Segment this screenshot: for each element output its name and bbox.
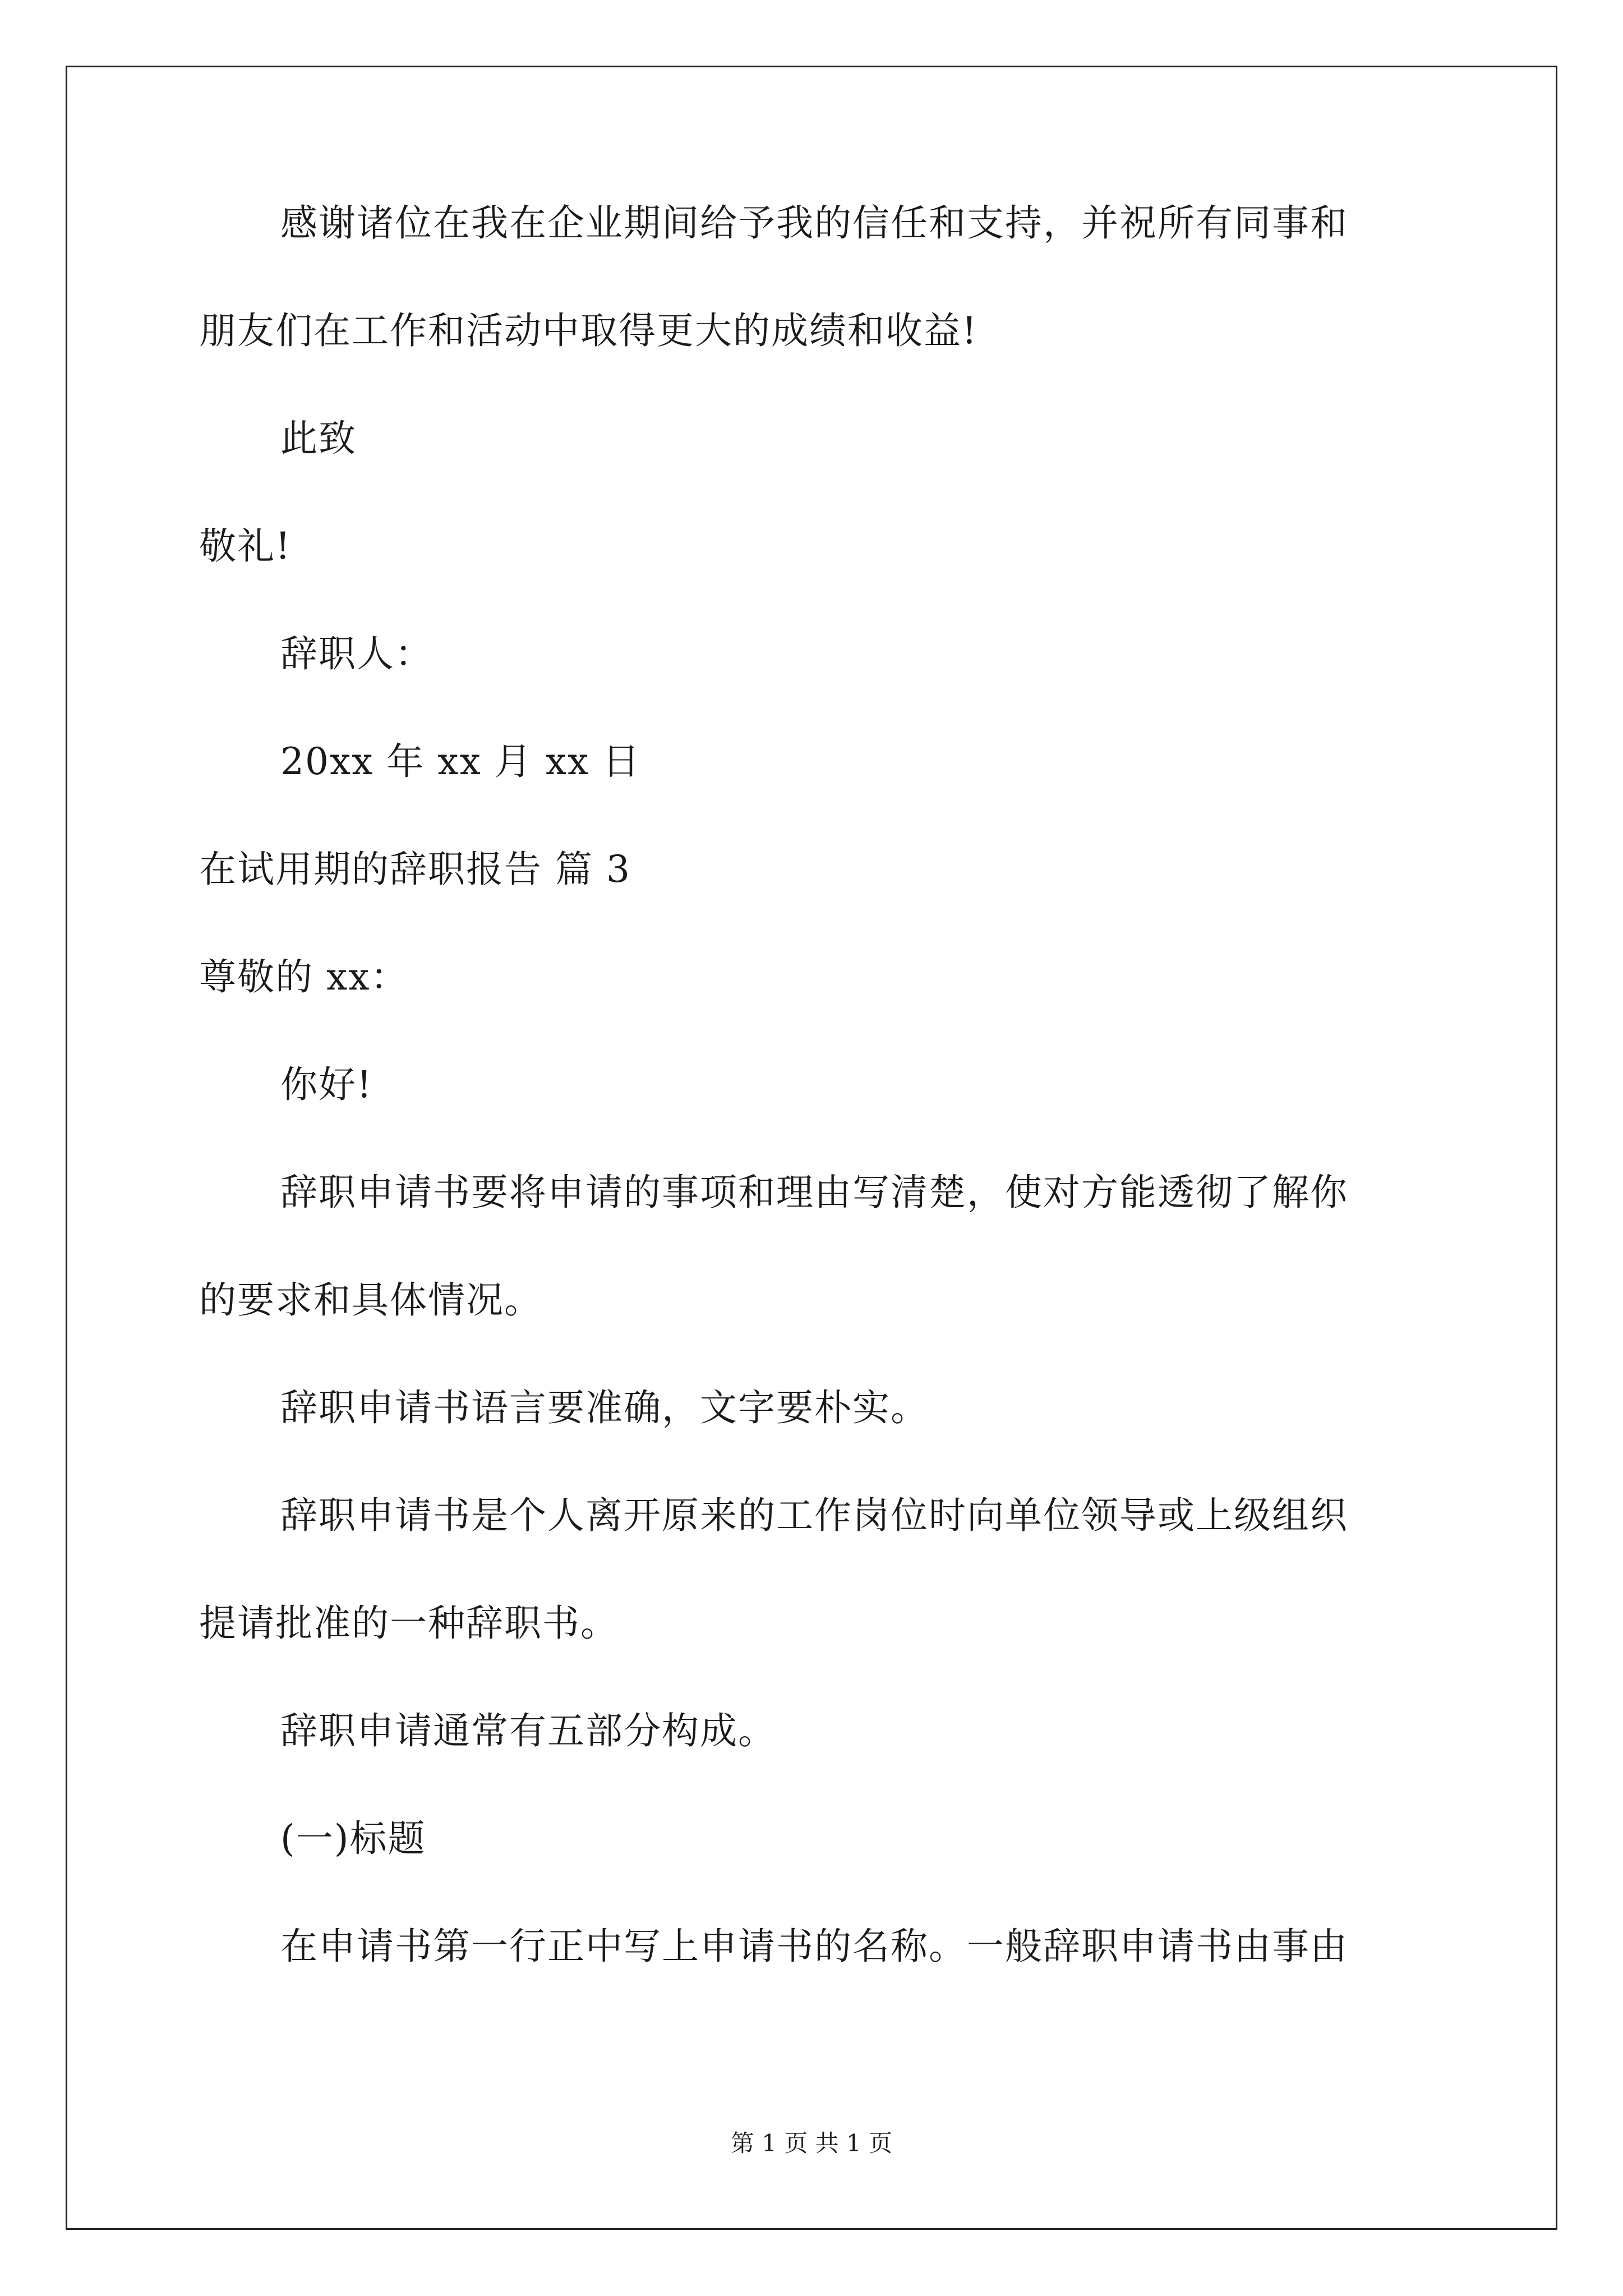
paragraph-line: 提请批准的一种辞职书。 xyxy=(199,1602,619,1645)
paragraph-line: 感谢诸位在我在企业期间给予我的信任和支持，并祝所有同事和 xyxy=(280,201,1348,245)
closing-salute: 敬礼! xyxy=(199,524,292,568)
paragraph-line: 辞职申请书语言要准确，文字要朴实。 xyxy=(280,1386,929,1429)
paragraph-line: 辞职申请通常有五部分构成。 xyxy=(280,1709,776,1752)
greeting: 你好! xyxy=(280,1063,373,1106)
page-border xyxy=(66,66,1557,2230)
paragraph-line: 朋友们在工作和活动中取得更大的成绩和收益! xyxy=(199,309,978,352)
section-heading: 在试用期的辞职报告 篇 3 xyxy=(199,848,631,891)
paragraph-line: 辞职申请书要将申请的事项和理由写清楚，使对方能透彻了解你 xyxy=(280,1171,1348,1214)
signature-label: 辞职人： xyxy=(280,632,433,675)
paragraph-line: 辞职申请书是个人离开原来的工作岗位时向单位领导或上级组织 xyxy=(280,1494,1348,1537)
subsection-heading: (一)标题 xyxy=(280,1817,426,1860)
closing-phrase: 此致 xyxy=(280,417,357,460)
page-footer: 第 1 页 共 1 页 xyxy=(730,2129,893,2157)
paragraph-line: 在申请书第一行正中写上申请书的名称。一般辞职申请书由事由 xyxy=(280,1925,1348,1968)
salutation: 尊敬的 xx： xyxy=(199,955,409,999)
paragraph-line: 的要求和具体情况。 xyxy=(199,1278,542,1322)
date-line: 20xx 年 xx 月 xx 日 xyxy=(280,740,641,783)
